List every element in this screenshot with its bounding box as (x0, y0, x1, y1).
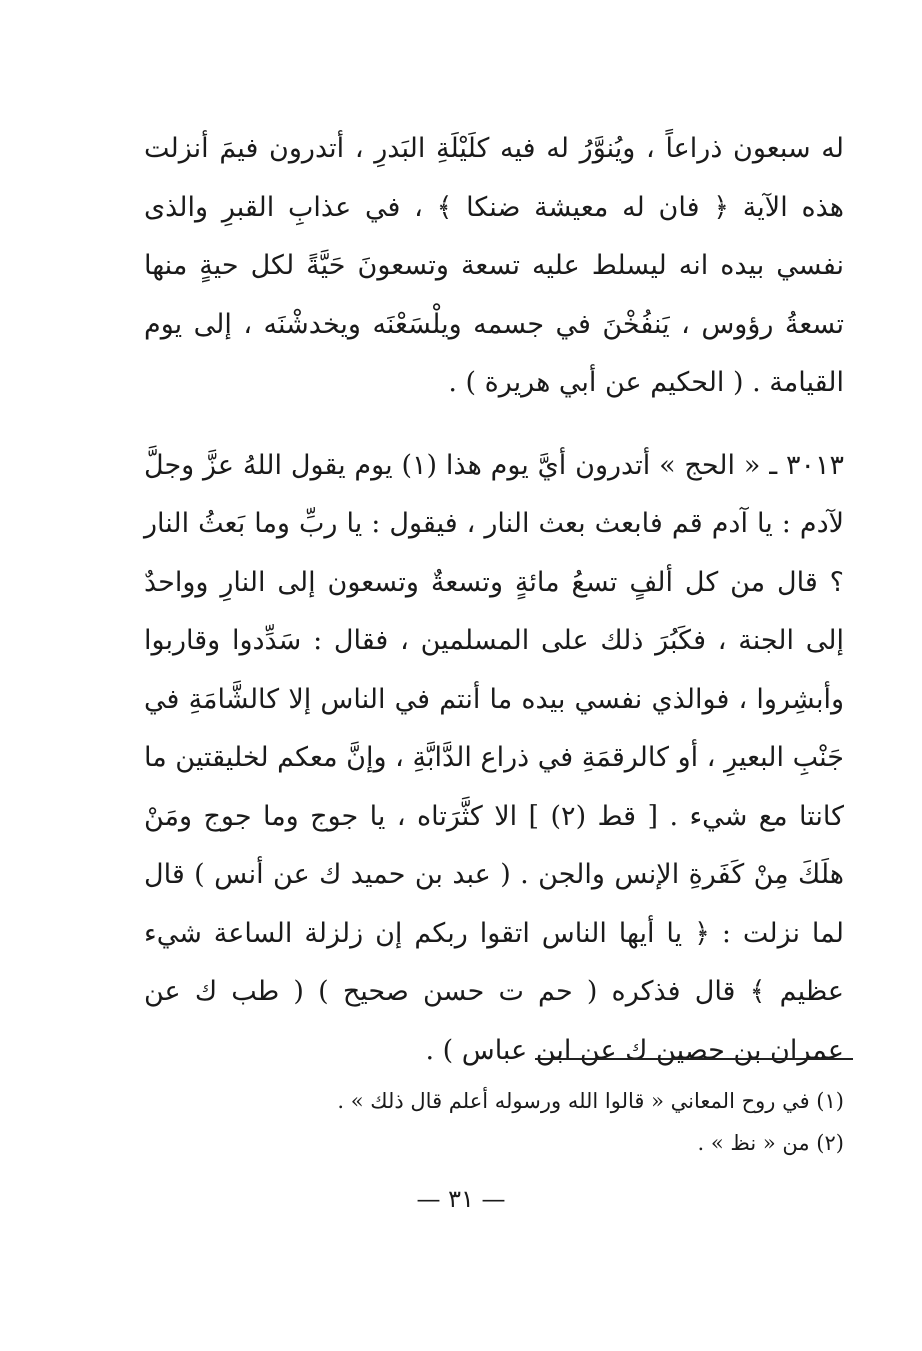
paragraph-hadith-3013: ٣٠١٣ ـ « الحج » أتدرون أيَّ يوم هذا (١) يوم يقول اللهُ عزَّ وجلَّ لآدم : يا آدم قم فابعث بعث النار ، فيقول : يا ربِّ وما بَعثُ النار ؟ قال من كل ألفٍ تسعُ مائةٍ وتسعةٌ وتسعون إلى النارِ وواحدٌ إلى الجنة ، فكَبُرَ ذلك على المسلمين ، فقال : سَدِّدوا وقاربوا وأبشِروا ، فوالذي نفسي بيده ما أنتم في الناس إلا كالشَّامَةِ في جَنْبِ البعيرِ ، أو كالرقمَةِ في ذراع الدَّابَّةِ ، وإنَّ معكم لخليقتين ما كانتا مع شيء . [ قط (٢) ] الا كثَّرَتاه ، يا جوج وما جوج ومَنْ هلَكَ مِنْ كَفَرةِ الإنس والجن . ( عبد بن حميد ك عن أنس ) قال لما نزلت : ﴿ يا أيها الناس اتقوا ربكم إن زلزلة الساعة شيء عظيم ﴾ قال فذكره ( حم ت حسن صحيح ) ( طب ك عن عمران بن حصين ك عن ابن عباس ) . (144, 449, 844, 1066)
footnote-divider (535, 1058, 853, 1060)
footnote-1: (١) في روح المعاني « قالوا الله ورسوله أعلم قال ذلك » . (337, 1089, 844, 1113)
footnote-2: (٢) من « نظ » . (697, 1131, 844, 1155)
paragraph-continuation: له سبعون ذراعاً ، ويُنوَّرُ له فيه كلَيْلَةِ البَدرِ ، أتدرون فيمَ أنزلت هذه الآية ﴿ فان له معيشة ضنكا ﴾ ، في عذابِ القبرِ والذى نفسي بيده انه ليسلط عليه تسعة وتسعونَ حَيَّةً لكل حيةٍ منها تسعةُ رؤوس ، يَنفُخْنَ في جسمه ويلْسَعْنَه ويخدشْنَه ، إلى يوم القيامة . ( الحكيم عن أبي هريرة ) . (144, 133, 844, 398)
main-text (144, 120, 844, 1080)
page-number: — ٣١ — (416, 1185, 506, 1213)
footnotes (144, 1080, 844, 1164)
